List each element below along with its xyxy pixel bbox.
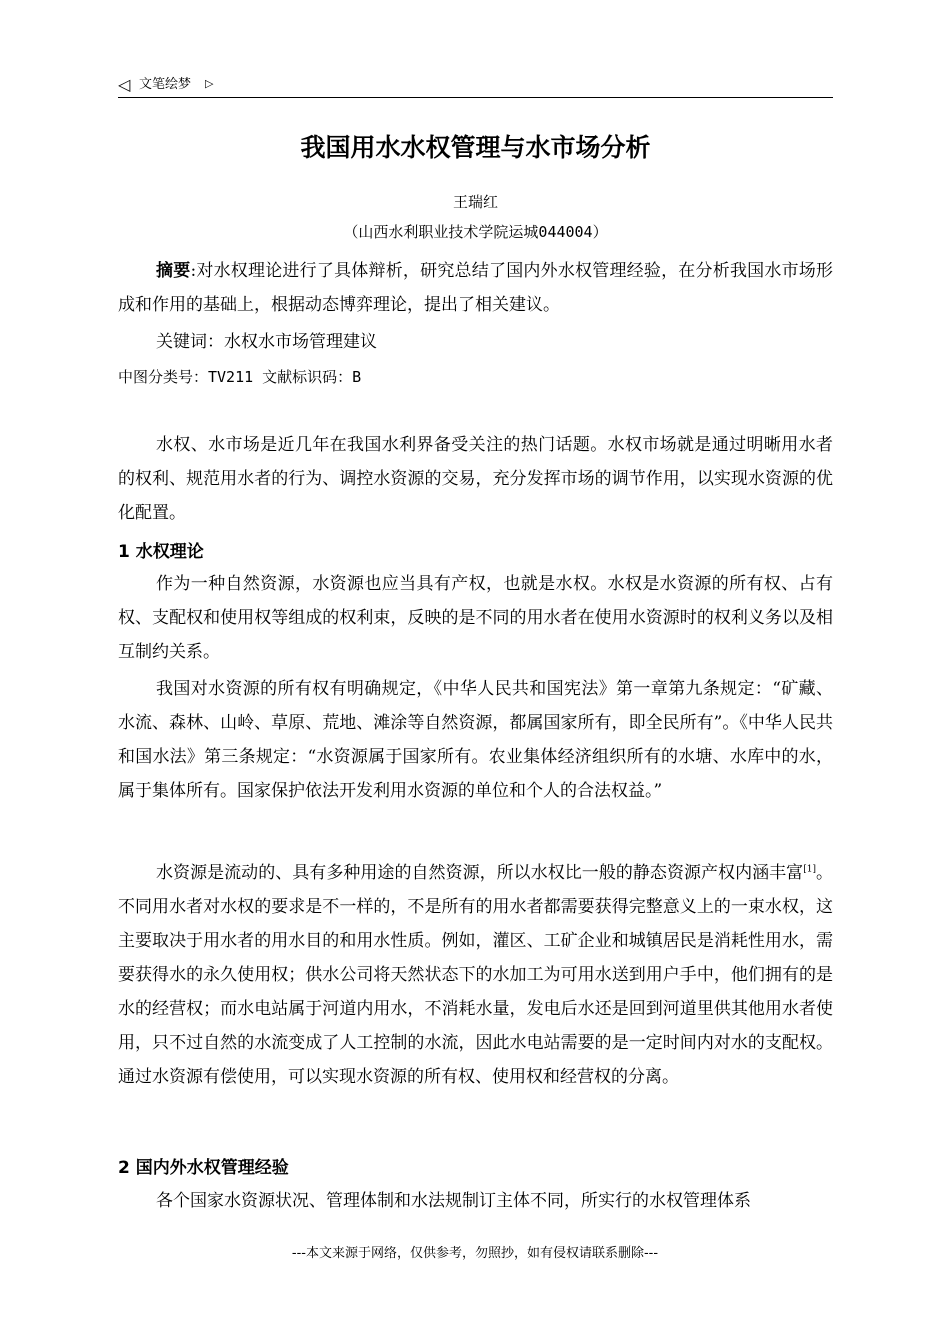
section-1-paragraph-3 <box>118 856 833 1094</box>
keywords: 关键词：水权水市场管理建议 <box>156 332 377 352</box>
page-header <box>118 74 833 98</box>
section-1-paragraph-2: 我国对水资源的所有权有明确规定，《中华人民共和国宪法》第一章第九条规定：“矿藏、水流、森林、山岭、草原、荒地、滩涂等自然资源，都属国家所有，即全民所有”。《中华人民共和国水法》第三条规定：“水资源属于国家所有。农业集体经济组织所有的水塘、水库中的水，属于集体所有。国家保护依法开发利用水资源的单位和个人的合法权益。” <box>118 679 833 801</box>
classification-codes: 中图分类号：TV211 文献标识码：B <box>118 368 362 386</box>
citation-ref: [1] <box>803 864 816 875</box>
paragraph-3-text-start: 水资源是流动的、具有多种用途的自然资源，所以水权比一般的静态资源产权内涵丰富 <box>156 863 804 883</box>
triangle-right-icon: ▷ <box>205 77 214 90</box>
header-title: 文笔绘梦 <box>139 77 192 92</box>
abstract-text: :对水权理论进行了具体辩析，研究总结了国内外水权管理经验，在分析我国水市场形成和作用的基础上，根据动态博弈理论，提出了相关建议。 <box>118 261 834 315</box>
section-2-paragraph-1: 各个国家水资源状况、管理体制和水法规制订主体不同，所实行的水权管理体系 <box>156 1191 751 1211</box>
paragraph-3-text-end: 。不同用水者对水权的要求是不一样的，不是所有的用水者都需要获得完整意义上的一束水权，这主要取决于用水者的用水目的和用水性质。例如，灌区、工矿企业和城镇居民是消耗性用水，需要获得水的永久使用权；供水公司将天然状态下的水加工为可用水送到用户手中，他们拥有的是水的经营权；而水电站属于河道内用水，不消耗水量，发电后水还是回到河道里供其他用水者使用，只不过自然的水流变成了人工控制的水流，因此水电站需要的是一定时间内对水的支配权。通过水资源有偿使用，可以实现水资源的所有权、使用权和经营权的分离。 <box>118 863 834 1087</box>
page-footer-note: ---本文来源于网络，仅供参考，勿照抄，如有侵权请联系删除--- <box>291 1246 659 1261</box>
section-1-paragraph-1: 作为一种自然资源，水资源也应当具有产权，也就是水权。水权是水资源的所有权、占有权、支配权和使用权等组成的权利束，反映的是不同的用水者在使用水资源时的权利义务以及相互制约关系。 <box>118 574 833 662</box>
abstract <box>118 254 833 322</box>
abstract-label: 摘要 <box>156 261 191 281</box>
triangle-left-icon: ◁ <box>118 75 131 94</box>
header-divider <box>118 97 833 98</box>
author-affiliation: （山西水利职业技术学院运城044004） <box>343 223 608 241</box>
article-title: 我国用水水权管理与水市场分析 <box>300 133 651 162</box>
author-name: 王瑞红 <box>452 193 498 211</box>
section-1-heading: 1 水权理论 <box>118 542 204 562</box>
intro-paragraph: 水权、水市场是近几年在我国水利界备受关注的热门话题。水权市场就是通过明晰用水者的权利、规范用水者的行为、调控水资源的交易，充分发挥市场的调节作用，以实现水资源的优化配置。 <box>118 435 833 523</box>
section-2-heading: 2 国内外水权管理经验 <box>118 1158 289 1178</box>
